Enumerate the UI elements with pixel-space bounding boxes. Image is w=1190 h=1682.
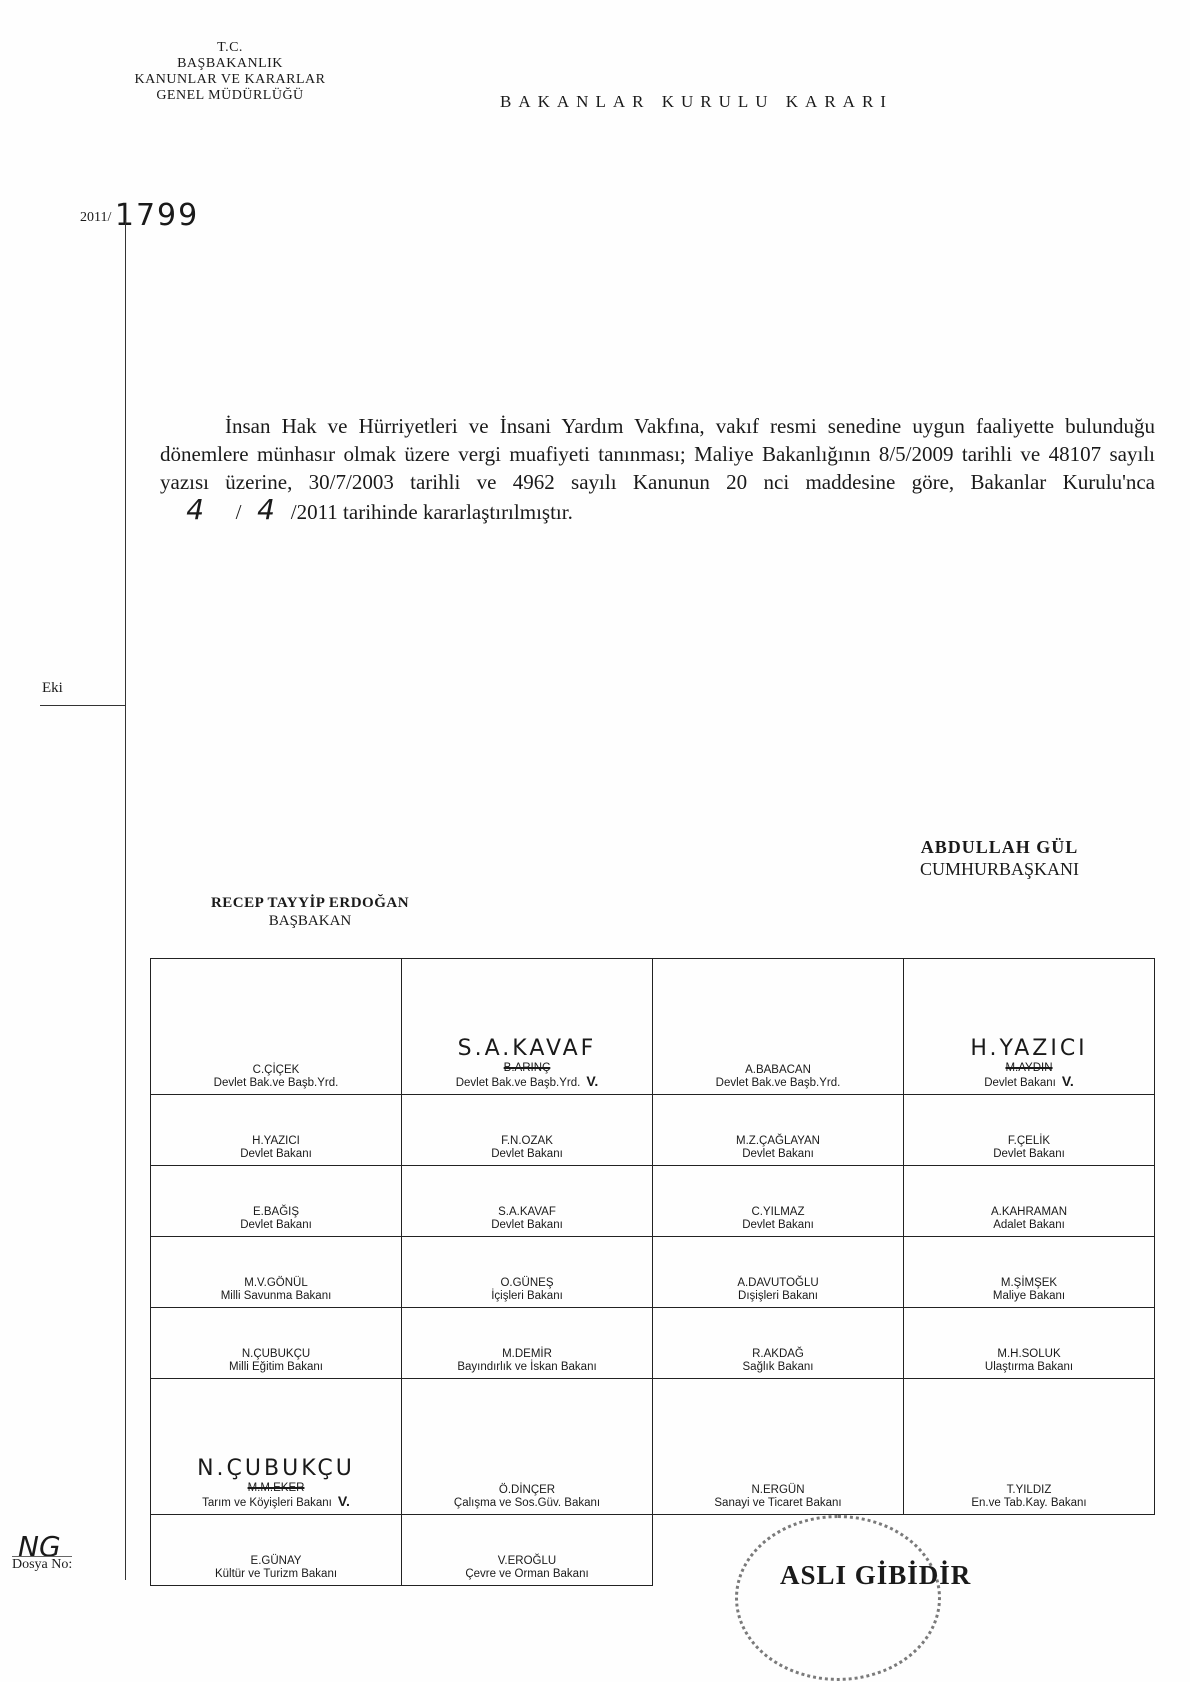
minister-name: C.ÇİÇEK bbox=[252, 1063, 300, 1076]
minister-cell bbox=[904, 1094, 1155, 1165]
certified-copy-stamp: ASLI GİBİDİR bbox=[780, 1560, 972, 1590]
minister-title: Devlet Bak.ve Başb.Yrd. bbox=[455, 1076, 581, 1089]
minister-title-with-mark bbox=[908, 1072, 1150, 1090]
prime-minister-signature bbox=[170, 894, 450, 930]
document-title: BAKANLAR KURULU KARARI bbox=[500, 92, 893, 111]
minister-name: M.V.GÖNÜL bbox=[244, 1277, 308, 1290]
margin-line bbox=[125, 220, 126, 1580]
minister-name: E.GÜNAY bbox=[250, 1555, 302, 1567]
minister-cell bbox=[151, 1308, 402, 1379]
table-row bbox=[151, 959, 1155, 1095]
minister-cell bbox=[151, 959, 402, 1095]
table-row bbox=[151, 1165, 1155, 1236]
minister-cell bbox=[653, 1165, 904, 1236]
minister-name: R.AKDAĞ bbox=[752, 1348, 804, 1361]
table-row bbox=[151, 1236, 1155, 1307]
minister-title: Dışişleri Bakanı bbox=[738, 1290, 818, 1303]
minister-cell bbox=[402, 1308, 653, 1379]
table-row bbox=[151, 1094, 1155, 1165]
minister-title: Devlet Bakanı bbox=[240, 1218, 312, 1231]
official-seal bbox=[735, 1515, 941, 1681]
proxy-mark: V. bbox=[586, 1072, 599, 1089]
decision-handwritten-number: 1799 bbox=[114, 198, 200, 233]
minister-title-with-mark bbox=[406, 1072, 648, 1090]
institution-header bbox=[60, 40, 400, 104]
minister-title: İçişleri Bakanı bbox=[491, 1290, 563, 1303]
minister-name: M.ŞİMŞEK bbox=[1000, 1277, 1058, 1290]
minister-name: O.GÜNEŞ bbox=[500, 1277, 554, 1290]
minister-cell bbox=[653, 1094, 904, 1165]
minister-title: Sanayi ve Ticaret Bakanı bbox=[714, 1496, 842, 1509]
date-separator: / bbox=[235, 500, 242, 524]
minister-cell bbox=[904, 959, 1155, 1095]
decision-body bbox=[160, 412, 1155, 526]
minister-name: C.YILMAZ bbox=[751, 1205, 805, 1218]
minister-name: M.M.EKER bbox=[247, 1481, 305, 1494]
table-row bbox=[151, 1514, 1155, 1585]
president-name: ABDULLAH GÜL bbox=[920, 837, 1079, 857]
minister-title: Devlet Bakanı bbox=[491, 1218, 563, 1231]
president-signature bbox=[920, 836, 1079, 880]
minister-cell bbox=[402, 1514, 653, 1585]
minister-name: V.EROĞLU bbox=[497, 1555, 557, 1567]
minister-name: T.YILDIZ bbox=[1006, 1483, 1052, 1496]
minister-cell bbox=[402, 1379, 653, 1515]
minister-cell bbox=[151, 1514, 402, 1585]
minister-cell bbox=[904, 1308, 1155, 1379]
institution-line: GENEL MÜDÜRLÜĞÜ bbox=[156, 88, 304, 103]
president-title: CUMHURBAŞKANI bbox=[920, 859, 1080, 879]
ministers-signature-table bbox=[150, 958, 1155, 1586]
handwritten-proxy-name: H.YAZICI bbox=[970, 1035, 1088, 1061]
institution-line: KANUNLAR VE KARARLAR bbox=[134, 72, 326, 87]
minister-title: Milli Eğitim Bakanı bbox=[229, 1361, 323, 1374]
file-no-label: Dosya No: bbox=[12, 1557, 73, 1572]
minister-name: F.N.OZAK bbox=[501, 1134, 553, 1147]
minister-title: Devlet Bak.ve Başb.Yrd. bbox=[213, 1076, 339, 1089]
minister-title: Maliye Bakanı bbox=[992, 1290, 1066, 1303]
minister-cell bbox=[151, 1094, 402, 1165]
proxy-mark: V. bbox=[337, 1492, 350, 1509]
minister-name: Ö.DİNÇER bbox=[498, 1483, 556, 1496]
minister-cell bbox=[151, 1165, 402, 1236]
minister-cell bbox=[653, 959, 904, 1095]
minister-name: M.AYDIN bbox=[1005, 1061, 1053, 1074]
minister-cell bbox=[151, 1236, 402, 1307]
minister-title: Kültür ve Turizm Bakanı bbox=[214, 1568, 338, 1580]
minister-cell bbox=[402, 1236, 653, 1307]
body-text-end: /2011 tarihinde kararlaştırılmıştır. bbox=[290, 500, 573, 524]
minister-title: En.ve Tab.Kay. Bakanı bbox=[971, 1496, 1087, 1509]
minister-cell bbox=[904, 1236, 1155, 1307]
minister-title: Devlet Bakanı bbox=[993, 1147, 1065, 1160]
minister-title: Çevre ve Orman Bakanı bbox=[465, 1568, 589, 1580]
minister-name: N.ERGÜN bbox=[751, 1483, 805, 1496]
minister-name: H.YAZICI bbox=[252, 1134, 300, 1147]
attachment-divider bbox=[40, 705, 126, 706]
prime-minister-name: RECEP TAYYİP ERDOĞAN bbox=[210, 895, 410, 911]
file-no-handwritten: NG bbox=[18, 1530, 61, 1563]
minister-cell bbox=[904, 1165, 1155, 1236]
minister-cell bbox=[402, 959, 653, 1095]
minister-title: Devlet Bakanı bbox=[742, 1147, 814, 1160]
minister-title: Devlet Bakanı bbox=[984, 1076, 1056, 1089]
handwritten-month: 4 bbox=[257, 493, 275, 526]
body-text-main: İnsan Hak ve Hürriyetleri ve İnsani Yardım Vakfına, vakıf resmi senedine uygun faaliyette bulunduğu dönemlere münhasır olmak üzere vergi muafiyeti tanınması; Maliye Bakanlığının 8/5/2009 tarihli ve 48107 sayılı yazısı üzerine, 30/7/2003 tarihli ve 4962 sayılı Kanunun 20 nci maddesine göre, Bakanlar Kurulu'nca bbox=[160, 414, 1155, 494]
minister-name: N.ÇUBUKÇU bbox=[241, 1348, 311, 1361]
minister-title: Milli Savunma Bakanı bbox=[220, 1290, 332, 1303]
minister-title: Devlet Bak.ve Başb.Yrd. bbox=[715, 1076, 841, 1089]
minister-name: M.H.SOLUK bbox=[997, 1348, 1061, 1361]
institution-line: BAŞBAKANLIK bbox=[177, 56, 283, 71]
minister-name: F.ÇELİK bbox=[1007, 1134, 1051, 1147]
minister-name: A.DAVUTOĞLU bbox=[737, 1277, 819, 1290]
decision-number bbox=[80, 198, 199, 233]
table-row bbox=[151, 1308, 1155, 1379]
attachment-label: Eki bbox=[42, 680, 63, 696]
minister-name: E.BAĞIŞ bbox=[252, 1205, 300, 1218]
minister-name: S.A.KAVAF bbox=[498, 1205, 556, 1218]
handwritten-day: 4 bbox=[186, 493, 205, 526]
minister-cell bbox=[402, 1094, 653, 1165]
handwritten-proxy-name: N.ÇUBUKÇU bbox=[197, 1455, 355, 1481]
decision-year: 2011/ bbox=[80, 210, 112, 225]
minister-title: Devlet Bakanı bbox=[240, 1147, 312, 1160]
minister-title: Çalışma ve Sos.Güv. Bakanı bbox=[453, 1496, 601, 1509]
minister-cell bbox=[653, 1236, 904, 1307]
handwritten-proxy-name: S.A.KAVAF bbox=[457, 1035, 597, 1061]
prime-minister-title: BAŞBAKAN bbox=[268, 913, 352, 929]
minister-cell bbox=[653, 1379, 904, 1515]
minister-title: Bayındırlık ve İskan Bakanı bbox=[457, 1361, 597, 1374]
minister-name: M.DEMİR bbox=[502, 1348, 552, 1361]
minister-cell bbox=[151, 1379, 402, 1515]
minister-name: A.BABACAN bbox=[745, 1063, 811, 1076]
proxy-mark: V. bbox=[1061, 1072, 1074, 1089]
minister-title: Sağlık Bakanı bbox=[742, 1361, 814, 1374]
minister-title: Devlet Bakanı bbox=[742, 1218, 814, 1231]
minister-cell bbox=[402, 1165, 653, 1236]
minister-name: A.KAHRAMAN bbox=[990, 1205, 1068, 1218]
minister-title: Ulaştırma Bakanı bbox=[984, 1361, 1074, 1374]
table-row bbox=[151, 1379, 1155, 1515]
minister-cell bbox=[904, 1379, 1155, 1515]
minister-title: Tarım ve Köyişleri Bakanı bbox=[202, 1496, 332, 1509]
institution-line: T.C. bbox=[217, 40, 243, 55]
minister-cell bbox=[653, 1308, 904, 1379]
minister-title: Devlet Bakanı bbox=[491, 1147, 563, 1160]
minister-name: B.ARINÇ bbox=[503, 1061, 551, 1074]
minister-name: M.Z.ÇAĞLAYAN bbox=[736, 1134, 820, 1147]
minister-title-with-mark bbox=[155, 1492, 397, 1510]
minister-title: Adalet Bakanı bbox=[993, 1218, 1065, 1231]
